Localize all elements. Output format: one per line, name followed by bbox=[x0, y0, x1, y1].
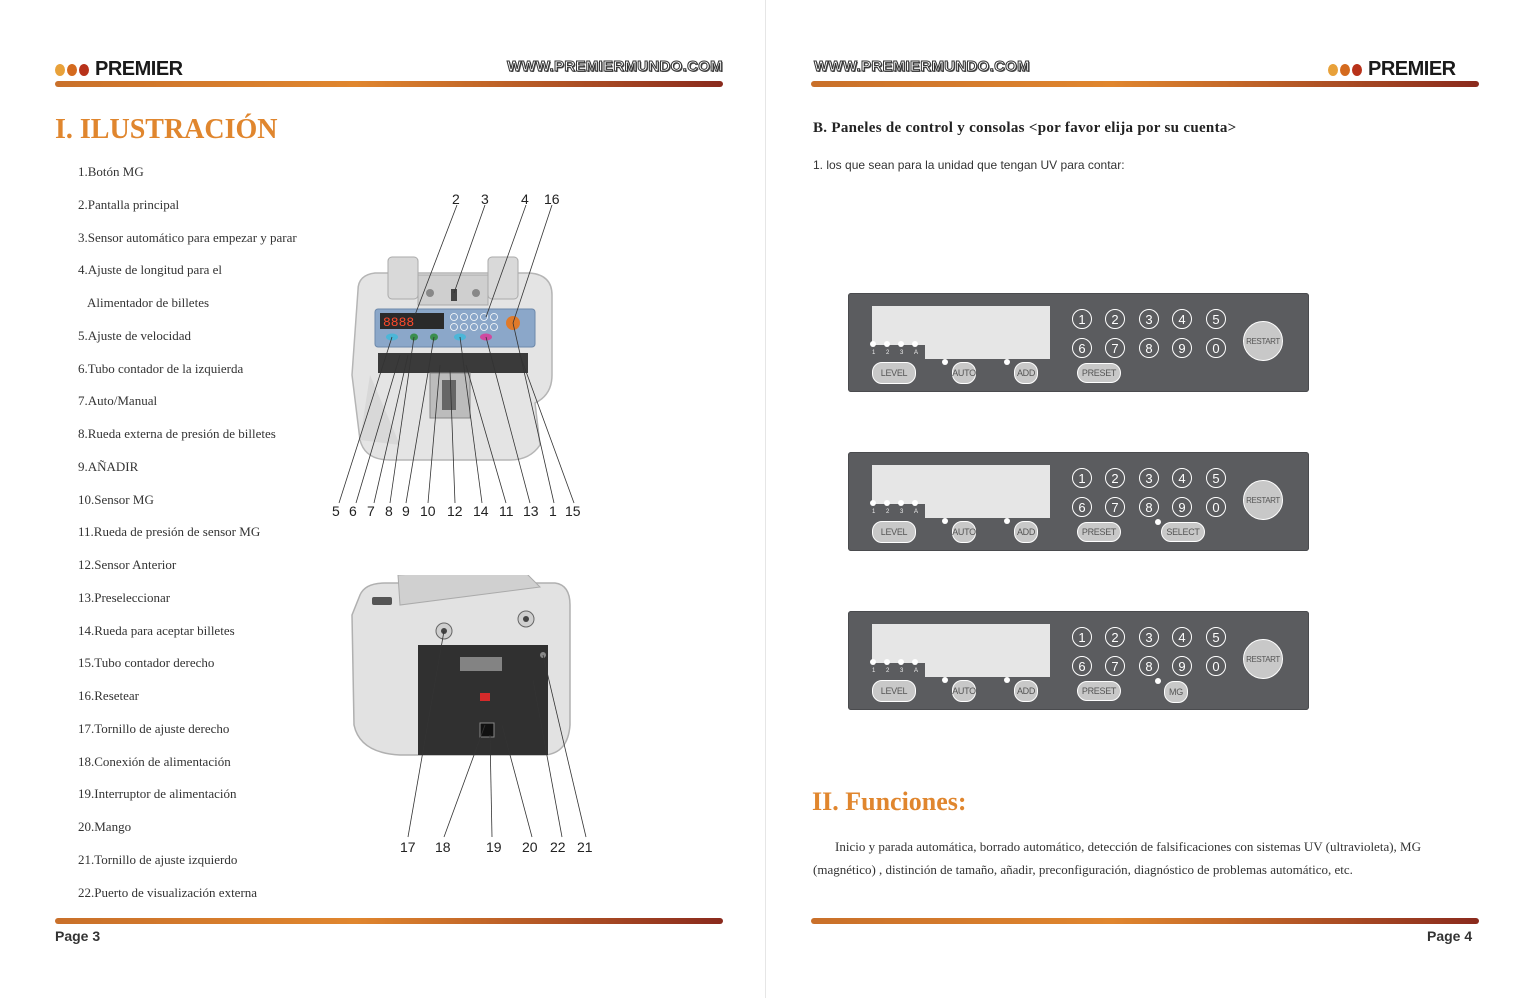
indicator-dot bbox=[1004, 518, 1010, 524]
numeric-key[interactable]: 5 bbox=[1206, 309, 1226, 329]
brand-name: PREMIER bbox=[95, 58, 183, 80]
led-label: A bbox=[914, 668, 919, 674]
indicator-dot bbox=[1155, 678, 1161, 684]
front-machine-illustration bbox=[330, 205, 600, 505]
callout-number: 10 bbox=[420, 503, 436, 519]
indicator-dot bbox=[942, 518, 948, 524]
restart-button[interactable]: RESTART bbox=[1243, 480, 1283, 520]
preset-button[interactable]: PRESET bbox=[1077, 522, 1121, 542]
control-panel-3 bbox=[848, 611, 1309, 710]
indicator-dot bbox=[1155, 519, 1161, 525]
callout-number: 7 bbox=[367, 503, 375, 519]
part-item: 21.Tornillo de ajuste izquierdo bbox=[78, 851, 238, 867]
numeric-key[interactable]: 0 bbox=[1206, 656, 1226, 676]
numeric-key[interactable]: 3 bbox=[1139, 309, 1159, 329]
callout-number: 9 bbox=[402, 503, 410, 519]
led-label: 2 bbox=[886, 509, 890, 515]
numeric-key[interactable]: 6 bbox=[1072, 656, 1092, 676]
level-led bbox=[898, 500, 904, 506]
callout-number: 14 bbox=[473, 503, 489, 519]
level-led bbox=[870, 659, 876, 665]
parts-list bbox=[78, 164, 297, 917]
part-item: 1.Botón MG bbox=[78, 164, 144, 179]
auto-button[interactable]: AUTO bbox=[952, 521, 976, 543]
panel-display bbox=[872, 624, 1050, 663]
numeric-key[interactable]: 7 bbox=[1105, 497, 1125, 517]
numeric-key[interactable]: 5 bbox=[1206, 627, 1226, 647]
numeric-key[interactable]: 2 bbox=[1105, 468, 1125, 488]
restart-button[interactable]: RESTART bbox=[1243, 639, 1283, 679]
led-label: 1 bbox=[872, 668, 876, 674]
part-item: 18.Conexión de alimentación bbox=[78, 753, 231, 769]
led-label: 1 bbox=[872, 350, 876, 356]
functions-description: Inicio y parada automática, borrado automático, detección de falsificaciones con sistemas UV (ultravioleta), MG (magnético) , distinción de tamaño, añadir, preconfiguración, diagnóstico de problemas automático, etc. bbox=[813, 839, 1421, 877]
level-led bbox=[870, 500, 876, 506]
callout-number: 11 bbox=[499, 503, 514, 519]
numeric-key[interactable]: 6 bbox=[1072, 497, 1092, 517]
callout-number: 22 bbox=[550, 839, 566, 855]
level-button[interactable]: LEVEL bbox=[872, 362, 916, 384]
preset-button[interactable]: PRESET bbox=[1077, 363, 1121, 383]
level-led bbox=[898, 341, 904, 347]
callout-number: 17 bbox=[400, 839, 416, 855]
part-item: 7.Auto/Manual bbox=[78, 393, 158, 409]
part-item: 22.Puerto de visualización externa bbox=[78, 884, 258, 900]
level-led bbox=[884, 341, 890, 347]
callout-number: 2 bbox=[452, 191, 460, 207]
numeric-key[interactable]: 8 bbox=[1139, 338, 1159, 358]
part-item: 16.Resetear bbox=[78, 688, 140, 703]
numeric-key[interactable]: 9 bbox=[1172, 338, 1192, 358]
brand-url: WWW.PREMIERMUNDO.COM bbox=[507, 58, 723, 75]
page-number: Page 4 bbox=[1427, 928, 1473, 944]
callout-number: 5 bbox=[332, 503, 340, 519]
level-button[interactable]: LEVEL bbox=[872, 680, 916, 702]
led-label: A bbox=[914, 350, 919, 356]
part-item: 12.Sensor Anterior bbox=[78, 557, 177, 572]
brand-logo-icon bbox=[55, 64, 91, 76]
led-label: A bbox=[914, 509, 919, 515]
level-led bbox=[870, 341, 876, 347]
level-led bbox=[884, 659, 890, 665]
auto-button[interactable]: AUTO bbox=[952, 362, 976, 384]
control-panel-1 bbox=[848, 293, 1309, 392]
level-led bbox=[898, 659, 904, 665]
brand-logo bbox=[1328, 58, 1456, 81]
part-item: 4.Ajuste de longitud para el bbox=[78, 262, 223, 278]
numeric-key[interactable]: 9 bbox=[1172, 497, 1192, 517]
indicator-dot bbox=[942, 677, 948, 683]
restart-button[interactable]: RESTART bbox=[1243, 321, 1283, 361]
numeric-key[interactable]: 4 bbox=[1172, 627, 1192, 647]
callout-number: 16 bbox=[544, 191, 560, 207]
part-item: 5.Ajuste de velocidad bbox=[78, 327, 191, 343]
brand-name: PREMIER bbox=[1368, 58, 1456, 80]
numeric-key[interactable]: 1 bbox=[1072, 627, 1092, 647]
part-item: 6.Tubo contador de la izquierda bbox=[78, 360, 244, 376]
numeric-key[interactable]: 8 bbox=[1139, 656, 1159, 676]
numeric-key[interactable]: 1 bbox=[1072, 309, 1092, 329]
part-item: 17.Tornillo de ajuste derecho bbox=[78, 720, 230, 736]
led-label: 3 bbox=[900, 350, 904, 356]
part-item: 8.Rueda externa de presión de billetes bbox=[78, 426, 276, 441]
add-button[interactable]: ADD bbox=[1014, 362, 1038, 384]
callout-number: 19 bbox=[486, 839, 502, 855]
numeric-key[interactable]: 0 bbox=[1206, 338, 1226, 358]
preset-button[interactable]: PRESET bbox=[1077, 681, 1121, 701]
numeric-key[interactable]: 2 bbox=[1105, 627, 1125, 647]
numeric-key[interactable]: 1 bbox=[1072, 468, 1092, 488]
level-led bbox=[912, 659, 918, 665]
brand-url: WWW.PREMIERMUNDO.COM bbox=[814, 58, 1030, 75]
part-item: 3.Sensor automático para empezar y parar bbox=[78, 229, 297, 245]
part-item: 13.Preseleccionar bbox=[78, 589, 171, 605]
add-button[interactable]: ADD bbox=[1014, 521, 1038, 543]
numeric-key[interactable]: 5 bbox=[1206, 468, 1226, 488]
indicator-dot bbox=[1004, 359, 1010, 365]
add-button[interactable]: ADD bbox=[1014, 680, 1038, 702]
section-title-functions: II. Funciones: bbox=[812, 787, 967, 816]
part-item: 10.Sensor MG bbox=[78, 491, 154, 507]
led-label: 2 bbox=[886, 668, 890, 674]
part-item: Alimentador de billetes bbox=[87, 295, 210, 310]
numeric-key[interactable]: 7 bbox=[1105, 656, 1125, 676]
page-4 bbox=[765, 0, 1531, 998]
numeric-key[interactable]: 6 bbox=[1072, 338, 1092, 358]
numeric-key[interactable]: 4 bbox=[1172, 309, 1192, 329]
part-item: 14.Rueda para aceptar billetes bbox=[78, 622, 235, 638]
rear-machine-illustration bbox=[340, 575, 600, 840]
header-bar bbox=[55, 81, 723, 87]
auto-button[interactable]: AUTO bbox=[952, 680, 976, 702]
control-panel-2 bbox=[848, 452, 1309, 551]
brand-logo-icon bbox=[1328, 64, 1364, 76]
footer-bar bbox=[55, 918, 723, 924]
panel-display bbox=[872, 306, 1050, 345]
level-button[interactable]: LEVEL bbox=[872, 521, 916, 543]
callout-number: 6 bbox=[349, 503, 357, 519]
panel-display bbox=[872, 465, 1050, 504]
level-led bbox=[912, 500, 918, 506]
callout-number: 3 bbox=[481, 191, 489, 207]
part-item: 2.Pantalla principal bbox=[78, 196, 180, 212]
numeric-key[interactable]: 2 bbox=[1105, 309, 1125, 329]
indicator-dot bbox=[942, 359, 948, 365]
part-item: 9.AÑADIR bbox=[78, 458, 139, 474]
callout-number: 12 bbox=[447, 503, 463, 519]
panels-section-title: B. Paneles de control y consolas <por favor elija por su cuenta> bbox=[813, 120, 1237, 136]
numeric-key[interactable]: 3 bbox=[1139, 468, 1159, 488]
footer-bar bbox=[811, 918, 1479, 924]
callout-number: 1 bbox=[549, 503, 557, 519]
part-item: 19.Interruptor de alimentación bbox=[78, 786, 237, 802]
callout-number: 21 bbox=[577, 839, 593, 855]
led-label: 2 bbox=[886, 350, 890, 356]
led-label: 3 bbox=[900, 668, 904, 674]
numeric-key[interactable]: 8 bbox=[1139, 497, 1159, 517]
numeric-key[interactable]: 3 bbox=[1139, 627, 1159, 647]
page-3 bbox=[0, 0, 765, 998]
part-item: 20.Mango bbox=[78, 819, 132, 834]
header-bar bbox=[811, 81, 1479, 87]
callout-number: 15 bbox=[565, 503, 581, 519]
select-button[interactable]: SELECT bbox=[1161, 522, 1205, 542]
indicator-dot bbox=[1004, 677, 1010, 683]
numeric-key[interactable]: 7 bbox=[1105, 338, 1125, 358]
mg-button[interactable]: MG bbox=[1164, 681, 1188, 703]
panels-note: 1. los que sean para la unidad que tengan UV para contar: bbox=[813, 158, 1125, 172]
level-led bbox=[884, 500, 890, 506]
brand-logo bbox=[55, 58, 183, 81]
led-label: 3 bbox=[900, 509, 904, 515]
numeric-key[interactable]: 9 bbox=[1172, 656, 1192, 676]
callout-number: 20 bbox=[522, 839, 538, 855]
part-item: 11.Rueda de presión de sensor MG bbox=[78, 524, 261, 540]
level-led bbox=[912, 341, 918, 347]
callout-number: 13 bbox=[523, 503, 539, 519]
numeric-key[interactable]: 0 bbox=[1206, 497, 1226, 517]
part-item: 15.Tubo contador derecho bbox=[78, 655, 215, 671]
numeric-key[interactable]: 4 bbox=[1172, 468, 1192, 488]
page-number: Page 3 bbox=[55, 928, 101, 944]
callout-number: 8 bbox=[385, 503, 393, 519]
callout-number: 4 bbox=[521, 191, 529, 207]
led-label: 1 bbox=[872, 509, 876, 515]
svg-text:8888: 8888 bbox=[383, 315, 415, 330]
callout-number: 18 bbox=[435, 839, 451, 855]
section-title-illustration: I. ILUSTRACIÓN bbox=[55, 114, 278, 145]
